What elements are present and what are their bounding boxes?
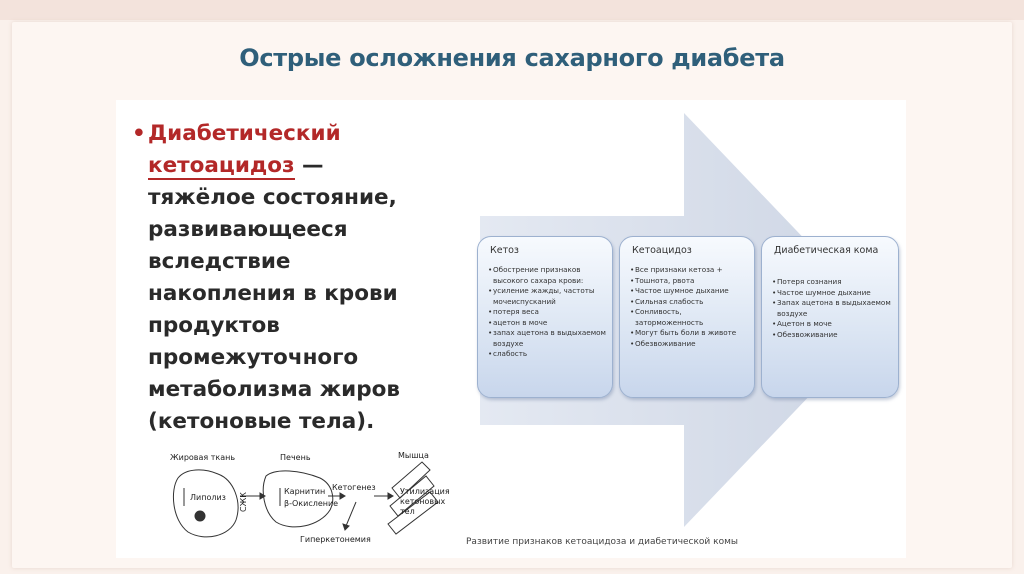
figure-caption: Развитие признаков кетоацидоза и диабетической комы bbox=[466, 537, 738, 547]
stage-title: Диабетическая кома bbox=[774, 245, 879, 256]
stage-title: Кетоз bbox=[490, 245, 519, 256]
symptom-item: • Могут быть боли в животе bbox=[630, 328, 752, 339]
flow-arrowhead bbox=[343, 524, 349, 530]
label-utilization-3: тел bbox=[400, 507, 415, 516]
symptom-item: • запах ацетона в выдыхаемом воздухе bbox=[488, 328, 610, 349]
label-liver: Печень bbox=[280, 453, 311, 462]
stage-box-ketoacidosis bbox=[619, 236, 755, 398]
symptom-item: • потеря веса bbox=[488, 307, 610, 318]
label-muscle: Мышца bbox=[398, 451, 429, 460]
symptom-item: • ацетон в моче bbox=[488, 318, 610, 329]
bullet-marker: • bbox=[132, 121, 146, 146]
symptom-item: • Потеря сознания bbox=[772, 277, 894, 288]
symptom-item: • Обострение признаков высокого сахара крови: bbox=[488, 265, 610, 286]
symptom-item: • Ацетон в моче bbox=[772, 319, 894, 330]
label-utilization: Утилизация bbox=[400, 487, 450, 496]
stage-symptom-list bbox=[772, 277, 894, 340]
stage-box-ketosis bbox=[477, 236, 613, 398]
ketogenesis-diagram bbox=[160, 440, 460, 550]
definition-body-line: вследствие bbox=[148, 249, 291, 274]
label-beta-oxidation: β-Окисление bbox=[284, 499, 339, 508]
definition-body-line: накопления в крови bbox=[148, 281, 398, 306]
label-ketogenesis: Кетогенез bbox=[332, 483, 376, 492]
symptom-item: • Сонливость, заторможенность bbox=[630, 307, 752, 328]
symptom-item: • усиление жажды, частоты мочеиспусканий bbox=[488, 286, 610, 307]
label-nefa: СЖК bbox=[239, 492, 248, 512]
stage-symptom-list bbox=[630, 265, 752, 349]
symptom-item: • Обезвоживание bbox=[630, 339, 752, 350]
definition-body-line: развивающееся bbox=[148, 217, 348, 242]
definition-term-line-1 bbox=[148, 118, 458, 150]
term-dash: — bbox=[294, 153, 324, 178]
label-lipolysis: Липолиз bbox=[190, 493, 226, 502]
label-carnitine: Карнитин bbox=[284, 487, 326, 496]
symptom-item: • слабость bbox=[488, 349, 610, 360]
flow-arrowhead bbox=[340, 493, 345, 499]
definition-body-line: промежуточного bbox=[148, 345, 359, 370]
symptom-item: • Все признаки кетоза + bbox=[630, 265, 752, 276]
label-hyperketonemia: Гиперкетонемия bbox=[300, 535, 371, 544]
definition-body-line: метаболизма жиров bbox=[148, 377, 401, 402]
symptom-item: • Частое шумное дыхание bbox=[772, 288, 894, 299]
fat-cell-shape bbox=[173, 470, 238, 537]
definition-body-line: (кетоновые тела). bbox=[148, 409, 375, 434]
symptom-item: • Обезвоживание bbox=[772, 330, 894, 341]
flow-arrowhead bbox=[388, 493, 393, 499]
definition-body-line: продуктов bbox=[148, 313, 280, 338]
symptom-item: • Тошнота, рвота bbox=[630, 276, 752, 287]
term-line-1: Диабетический bbox=[148, 121, 341, 146]
definition-text bbox=[132, 118, 458, 438]
stage-symptom-list bbox=[488, 265, 610, 360]
term-line-2: кетоацидоз bbox=[148, 153, 295, 178]
symptom-item: • Сильная слабость bbox=[630, 297, 752, 308]
definition-body-line: тяжёлое состояние, bbox=[148, 185, 397, 210]
fat-cell-nucleus bbox=[195, 511, 205, 521]
flow-arrow bbox=[346, 502, 356, 526]
slide-title: Острые осложнения сахарного диабета bbox=[239, 44, 785, 72]
stage-box-diabetic-coma bbox=[761, 236, 899, 398]
label-utilization-2: кетоновых bbox=[400, 497, 446, 506]
definition-term-line-2 bbox=[148, 150, 458, 182]
symptom-item: • Частое шумное дыхание bbox=[630, 286, 752, 297]
top-band bbox=[0, 0, 1024, 20]
label-fat-tissue: Жировая ткань bbox=[170, 453, 236, 462]
stage-title: Кетоацидоз bbox=[632, 245, 692, 256]
symptom-item: • Запах ацетона в выдыхаемом воздухе bbox=[772, 298, 894, 319]
